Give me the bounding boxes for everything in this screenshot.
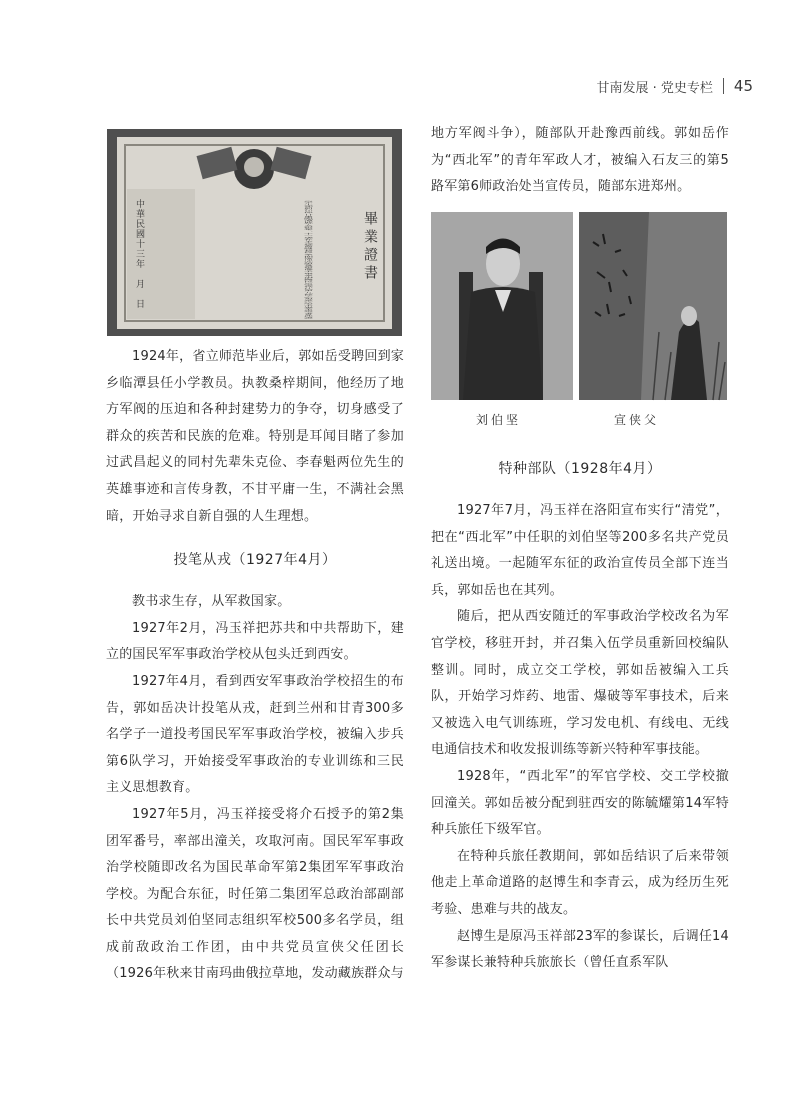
left-column	[106, 344, 404, 988]
running-header	[597, 76, 754, 96]
right-column-bottom	[431, 456, 729, 977]
intro-paragraph: 1924年，省立师范毕业后，郭如岳受聘回到家乡临潭县任小学教员。执教桑梓期间，他经历了地方军阀的压迫和各种封建势力的争夺，切身感受了群众的疾苦和民族的危难。特别是耳闻目睹了参加过武昌起义的同村先辈朱克俭、李春魁两位先生的英雄事迹和言传身教，不甘平庸一生，不满社会黑暗，开始寻求自新自强的人生理想。	[106, 349, 404, 524]
certificate-date: 中華民國十三年 月 日	[134, 199, 144, 309]
paragraph: 1927年4月，看到西安军事政治学校招生的布告，郭如岳决计投笔从戎，赶到兰州和甘青300多名学子一道投考国民军军事政治学校，被编入步兵第6队学习，开始接受军事政治的专业训练和三民主义思想教育。	[106, 673, 404, 796]
certificate-body: 學生郭如岳係甘肅臨潭縣人現年二十一歲在本校高級科修業期滿成績及格准予畢業依國民學校法第九條之規定給予畢業證書此證	[302, 201, 312, 761]
paragraph: 教书求生存，从军救国家。	[132, 594, 291, 610]
header-divider	[723, 78, 724, 94]
paragraph: 随后，把从西安随迁的军事政治学校改名为军官学校，移驻开封，并召集入伍学员重新回校编队整训。同时，成立交工学校，郭如岳被编入工兵队，开始学习炸药、地雷、爆破等军事技术，后来又被选入电气训练班，学习发电机、有线电、无线电通信技术和收发报训练等新兴特种军事技能。	[431, 609, 729, 758]
page-number: 45	[733, 77, 753, 95]
header-title: 甘南发展 · 党史专栏	[596, 80, 713, 96]
certificate-title: 畢業證書	[362, 211, 378, 283]
paragraph: 1928年，“西北军”的军官学校、交工学校撤回潼关。郭如岳被分配到驻西安的陈毓耀第14军特种兵旅任下级军官。	[431, 768, 729, 838]
paragraph: 1927年7月，冯玉祥在洛阳宣布实行“清党”，把在“西北军”中任职的刘伯坚等200多名共产党员礼送出境。一起随军东征的政治宣传员全部下连当兵，郭如岳也在其列。	[431, 503, 729, 598]
portrait-photo-xuan-xiafu	[579, 212, 727, 400]
section-heading-1: 投笔从戎（1927年4月）	[173, 552, 337, 569]
paragraph: 在特种兵旅任教期间，郭如岳结识了后来带领他走上革命道路的赵博生和李青云，成为经历生死考验、患难与共的战友。	[431, 848, 729, 917]
paragraph: 1927年2月，冯玉祥把苏共和中共帮助下，建立的国民军军事政治学校从包头迁到西安。	[106, 620, 404, 663]
caption-xuan-xiafu: 宣侠父	[614, 413, 660, 427]
caption-liu-bojian: 刘伯坚	[476, 413, 522, 427]
paragraph: 赵博生是原冯玉祥部23军的参谋长，后调任14军参谋长兼特种兵旅旅长（曾任直系军队	[431, 928, 729, 971]
right-column-top	[431, 121, 729, 201]
continuation-paragraph: 地方军阀斗争），随部队开赴豫西前线。郭如岳作为“西北军”的青年军政人才，被编入石友三的第5路军第6师政治处当宣传员，随部东进郑州。	[431, 126, 729, 195]
portrait-photo-liu-bojian	[431, 212, 573, 400]
section-heading-2: 特种部队（1928年4月）	[498, 461, 662, 477]
paragraph: 1927年5月，冯玉祥接受将介石授予的第2集团军番号，率部出潼关，攻取河南。国民军军事政治学校随即改名为国民革命军第2集团军军事政治学校。为配合东征，时任第二集团军总政治部副部长中共党员刘伯坚同志组织军校500多名学员，组成前敌政治工作团，由中共党员宣侠父任团长（1926年秋来甘南玛曲俄拉草地，发动藏族群众与	[106, 806, 404, 982]
